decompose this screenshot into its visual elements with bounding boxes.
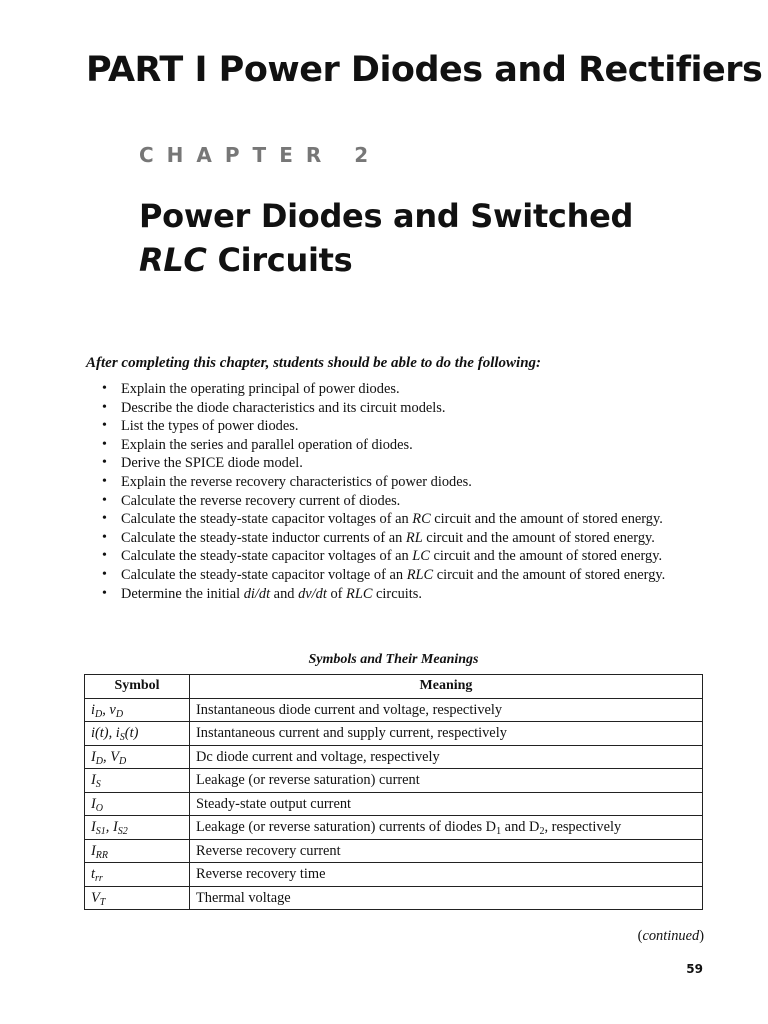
- continued-label: continued: [642, 928, 700, 944]
- meaning-cell: Instantaneous diode current and voltage, respectively: [190, 698, 703, 722]
- table-caption: Symbols and Their Meanings: [308, 652, 479, 667]
- header-symbol: Symbol: [85, 675, 190, 699]
- objective-item: • Explain the operating principal of power diodes.: [100, 380, 705, 399]
- meaning-cell: Dc diode current and voltage, respectively: [190, 745, 703, 769]
- header-meaning: Meaning: [190, 675, 703, 699]
- page-number: 59: [686, 962, 703, 976]
- table-row: [85, 722, 703, 746]
- objective-item: • Calculate the steady-state capacitor voltages of an RC circuit and the amount of stored energy.: [100, 510, 705, 529]
- table-header-row: [85, 675, 703, 699]
- chapter-title-rlc: RLC: [139, 241, 207, 279]
- meaning-cell: Reverse recovery time: [190, 863, 703, 887]
- chapter-label: CHAPTER 2: [139, 143, 382, 167]
- table-row: [85, 863, 703, 887]
- chapter-title-circuits: Circuits: [206, 241, 353, 279]
- meaning-cell: Thermal voltage: [190, 886, 703, 910]
- objective-item: • Calculate the steady-state capacitor voltages of an LC circuit and the amount of stored energy.: [100, 547, 705, 566]
- symbols-table-body: [85, 698, 703, 910]
- continued-note: (continued): [637, 928, 704, 944]
- symbol-cell: $I_{S1}$, $I_{S2}$: [85, 816, 190, 840]
- table-row: [85, 698, 703, 722]
- meaning-cell: Leakage (or reverse saturation) current: [190, 769, 703, 793]
- chapter-title-line1: Power Diodes and Switched: [139, 197, 634, 235]
- chapter-title: [139, 194, 633, 282]
- symbol-cell: $I_{RR}$: [85, 839, 190, 863]
- chapter-title-line2: [139, 238, 633, 282]
- symbol-cell: i(t), $i_S(t)$: [85, 722, 190, 746]
- table-row: [85, 745, 703, 769]
- objective-item: • Describe the diode characteristics and its circuit models.: [100, 399, 705, 418]
- table-row: [85, 886, 703, 910]
- symbol-cell: $I_O$: [85, 792, 190, 816]
- objectives-heading: After completing this chapter, students should be able to do the following:: [86, 355, 542, 371]
- objective-item: • Explain the series and parallel operation of diodes.: [100, 436, 705, 455]
- symbol-cell: $i_D$, $v_D$: [85, 698, 190, 722]
- objective-item: • Derive the SPICE diode model.: [100, 454, 705, 473]
- meaning-cell: Reverse recovery current: [190, 839, 703, 863]
- objective-item: • List the types of power diodes.: [100, 417, 705, 436]
- part-title: PART I Power Diodes and Rectifiers: [86, 50, 763, 90]
- objective-item: • Calculate the steady-state inductor currents of an RL circuit and the amount of stored energy.: [100, 529, 705, 548]
- objectives-list: [100, 380, 705, 603]
- table-row: [85, 839, 703, 863]
- meaning-cell: Steady-state output current: [190, 792, 703, 816]
- symbol-cell: $V_T$: [85, 886, 190, 910]
- objective-item: • Explain the reverse recovery characteristics of power diodes.: [100, 473, 705, 492]
- meaning-cell: Leakage (or reverse saturation) currents of diodes $D_1$ and $D_2$, respectively: [190, 816, 703, 840]
- objective-item: • Calculate the reverse recovery current of diodes.: [100, 492, 705, 511]
- table-row: [85, 769, 703, 793]
- objective-item: • Determine the initial di/dt and dv/dt of RLC circuits.: [100, 585, 705, 604]
- symbols-table: [84, 674, 703, 910]
- symbol-cell: $I_D$, $V_D$: [85, 745, 190, 769]
- table-row: [85, 792, 703, 816]
- symbol-cell: $t_{rr}$: [85, 863, 190, 887]
- objective-item: • Calculate the steady-state capacitor voltage of an RLC circuit and the amount of stored energy.: [100, 566, 705, 585]
- symbol-cell: $I_S$: [85, 769, 190, 793]
- table-row: [85, 816, 703, 840]
- meaning-cell: Instantaneous current and supply current, respectively: [190, 722, 703, 746]
